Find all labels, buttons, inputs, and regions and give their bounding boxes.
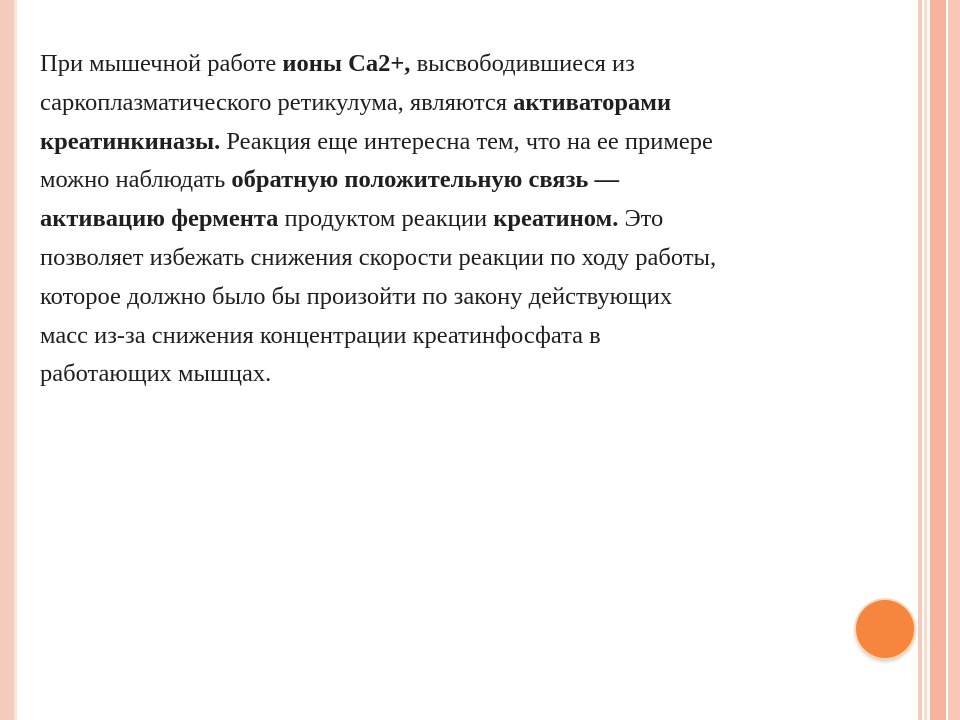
body-text bbox=[40, 45, 930, 394]
bold-run: обратную положительную связь — bbox=[231, 166, 619, 194]
text-line-9: работающих мышцах. bbox=[40, 360, 272, 388]
text-line-6: позволяет избежать снижения скорости реакции по ходу работы, bbox=[40, 243, 717, 271]
text-line-2 bbox=[40, 84, 930, 123]
bold-run: креатинкиназы. bbox=[40, 127, 221, 155]
text-line-3 bbox=[40, 123, 930, 162]
bold-run: ионы Са2+, bbox=[282, 50, 411, 77]
text-run: продуктом реакции bbox=[278, 205, 494, 233]
text-line-5 bbox=[40, 200, 930, 239]
text-line-7: которое должно было бы произойти по закону действующих bbox=[40, 282, 673, 310]
text-line-4 bbox=[40, 161, 930, 200]
text-line-1 bbox=[40, 45, 930, 84]
text-run: можно наблюдать bbox=[40, 166, 232, 194]
left-border bbox=[0, 0, 14, 720]
orange-circle-icon bbox=[856, 600, 914, 658]
bold-run: креатином. bbox=[493, 205, 619, 233]
stripe-orange bbox=[930, 0, 946, 720]
text-run: высвободившиеся из bbox=[410, 50, 635, 77]
text-run: Это bbox=[618, 205, 664, 233]
bold-run: активацию фермента bbox=[40, 205, 279, 233]
text-run: саркоплазматического ретикулума, являются bbox=[40, 88, 514, 116]
text-run: Реакция еще интересна тем, что на ее примере bbox=[220, 127, 713, 155]
stripe-salmon bbox=[948, 0, 960, 720]
left-border-highlight bbox=[14, 0, 17, 720]
text-line-8: масс из-за снижения концентрации креатинфосфата в bbox=[40, 321, 601, 349]
text-run: При мышечной работе bbox=[40, 50, 283, 77]
bold-run: активаторами bbox=[513, 88, 672, 116]
